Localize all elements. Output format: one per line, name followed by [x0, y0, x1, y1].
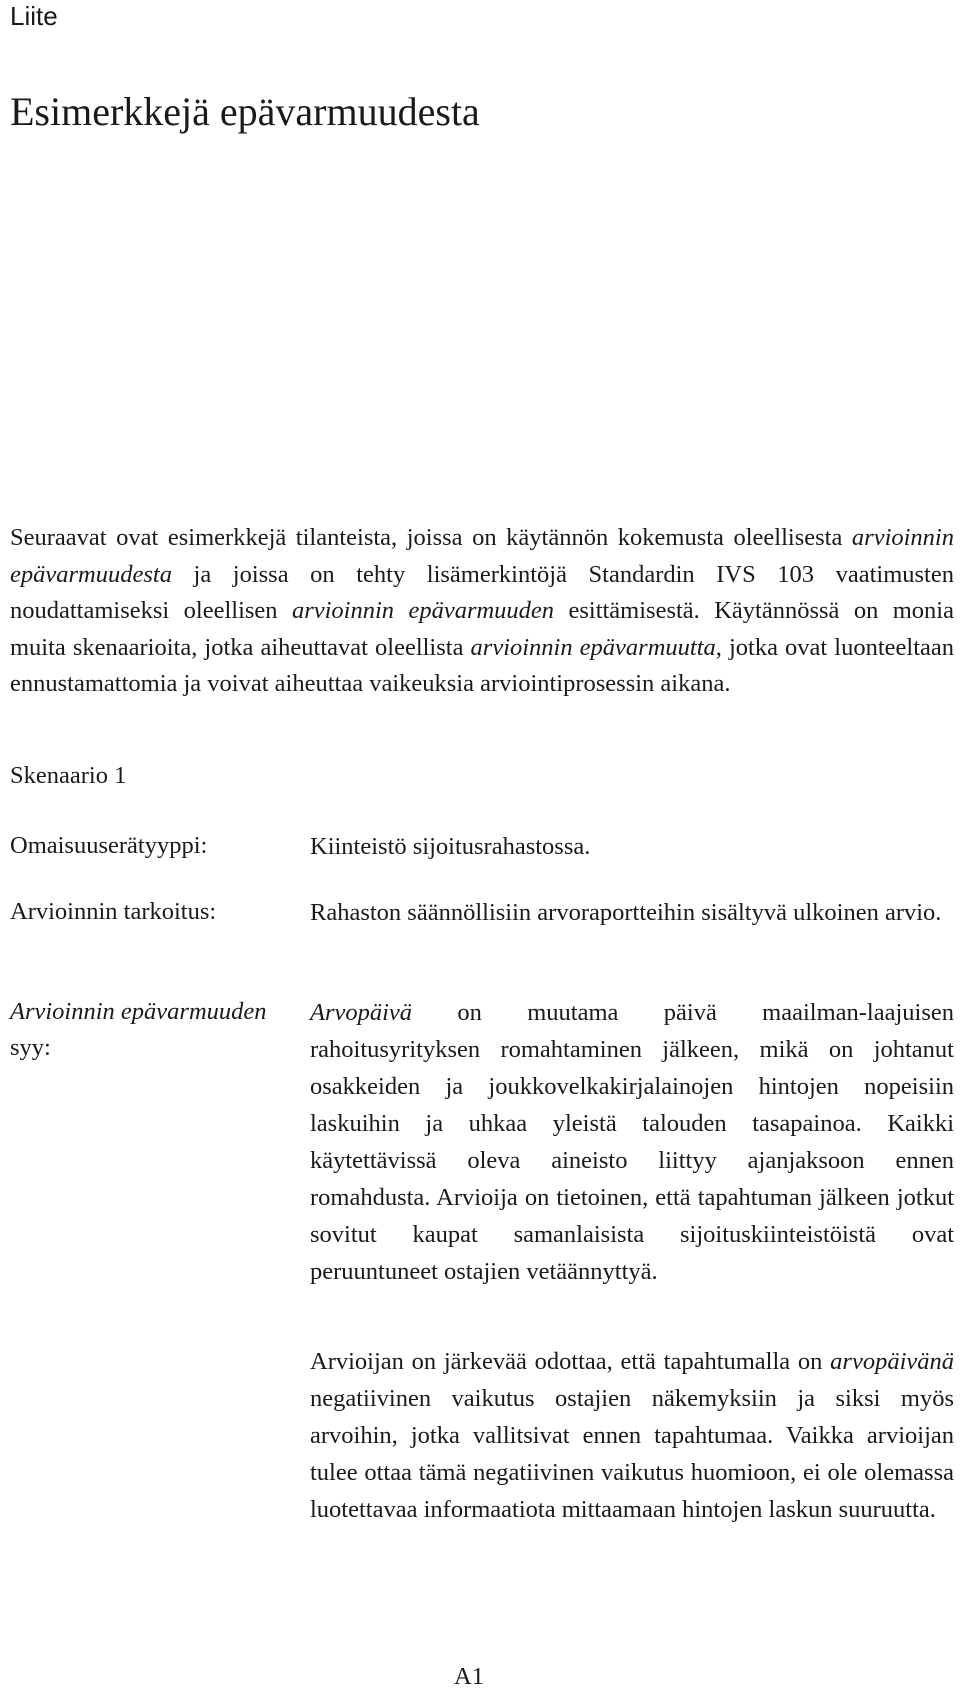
intro-paragraph — [10, 520, 954, 703]
valuation-date-term-2: arvopäivänä — [830, 1348, 954, 1375]
cause-p2-text-2: negatiivinen vaikutus ostajien näkemyksiin ja siksi myös arvoihin, jotka vallitsivat ennen tapahtumaa. Vaikka arvioijan tulee ottaa tämä negatiivinen vaikutus huomioon, ei ole olemassa luotettavaa informaatiota mittaamaan hintojen laskun suuruutta. — [310, 1385, 954, 1523]
intro-text-4: , jotka ovat luonteeltaan ennustamattomia ja voivat aiheuttaa vaikeuksia arviointiprosessin aikana. — [10, 633, 955, 697]
uncertainty-cause-paragraph-2 — [310, 1343, 954, 1528]
uncertainty-cause-label-italic: Arvioinnin epävarmuuden — [10, 998, 267, 1025]
uncertainty-cause-paragraph-1 — [310, 994, 954, 1290]
page-title: Esimerkkejä epävarmuudesta — [10, 89, 480, 134]
intro-italic-2: arvioinnin epävarmuuden — [291, 597, 555, 624]
page-number: A1 — [454, 1663, 484, 1690]
purpose-value: Rahaston säännöllisiin arvoraportteihin sisältyvä ulkoinen arvio. — [310, 899, 942, 926]
scenario-heading: Skenaario 1 — [10, 762, 127, 789]
uncertainty-cause-label — [10, 994, 290, 1066]
intro-text-3: esittämisestä. Käytännössä on monia muita skenaarioita, jotka aiheuttavat oleellista — [10, 597, 954, 661]
intro-text-1: Seuraavat ovat esimerkkejä tilanteista, joissa on käytännön kokemusta oleellisesta — [10, 524, 852, 551]
intro-text-2: ja joissa on tehty lisämerkintöjä Standardin IVS 103 vaatimusten noudattamiseksi oleellisen — [10, 560, 954, 624]
valuation-date-term: Arvopäivä — [310, 999, 413, 1026]
cause-p1-text: on muutama päivä maailman-laajuisen rahoitusyrityksen romahtaminen jälkeen, mikä on johtanut osakkeiden ja joukkovelkakirjalainojen hintojen nopeisiin laskuihin ja uhkaa yleistä talouden tasapainoa. Kaikki käytettävissä oleva aineisto liittyy ajanjaksoon ennen romahdusta. Arvioija on tietoinen, että tapahtuman jälkeen jotkut sovitut kaupat samanlaisista sijoituskiinteistöistä ovat peruuntuneet ostajien vetäännyttyä. — [310, 999, 954, 1285]
asset-type-label: Omaisuuserätyyppi: — [10, 832, 208, 859]
appendix-label: Liite — [10, 1, 58, 31]
purpose-label: Arvioinnin tarkoitus: — [10, 898, 217, 925]
intro-italic-1: arvioinnin epävarmuudesta — [10, 524, 954, 588]
cause-p2-text-1: Arvioijan on järkevää odottaa, että tapahtumalla on — [310, 1348, 831, 1375]
intro-italic-3: arvioinnin epävarmuutta — [470, 633, 716, 661]
asset-type-value: Kiinteistö sijoitusrahastossa. — [310, 833, 591, 860]
uncertainty-cause-label-rest: syy: — [10, 1034, 51, 1061]
